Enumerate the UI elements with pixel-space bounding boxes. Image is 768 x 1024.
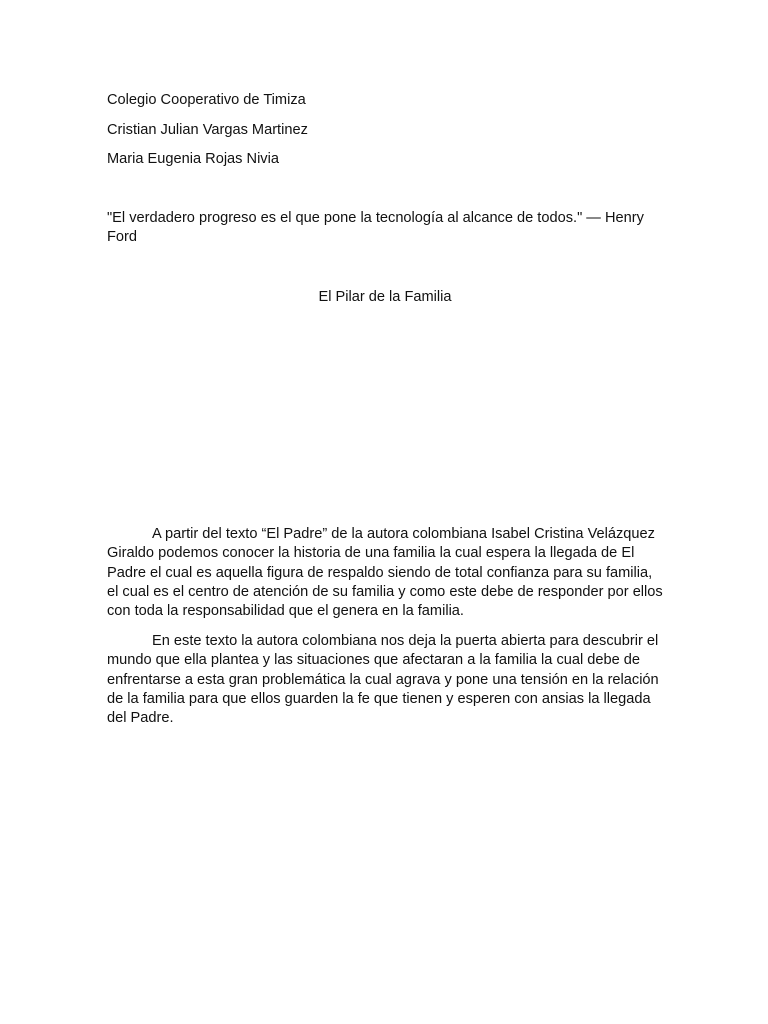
document-title: El Pilar de la Familia: [318, 289, 452, 305]
epigraph-quote: "El verdadero progreso es el que pone la tecnología al alcance de todos." — Henry Ford: [107, 210, 644, 246]
school-name: Colegio Cooperativo de Timiza: [107, 92, 306, 108]
body-paragraph-2: En este texto la autora colombiana nos deja la puerta abierta para descubrir el mundo que ella plantea y las situaciones que afectaran a la familia la cual debe de enfrentarse a esta gran problemática la cual agrava y pone una tensión en la relación de la familia para que ellos guarden la fe que tienen y esperen con ansias la llegada del Padre.: [107, 633, 659, 727]
document-page: [107, 0, 663, 1024]
body-paragraph-1: A partir del texto “El Padre” de la autora colombiana Isabel Cristina Velázquez Giraldo podemos conocer la historia de una familia la cual espera la llegada de El Padre el cual es aquella figura de respaldo siendo de total confianza para su familia, el cual es el centro de atención de su familia y como este debe de responder por ellos con toda la responsabilidad que el genera en la familia.: [107, 526, 663, 620]
author-name-2: Maria Eugenia Rojas Nivia: [107, 151, 279, 167]
author-name-1: Cristian Julian Vargas Martinez: [107, 122, 308, 138]
